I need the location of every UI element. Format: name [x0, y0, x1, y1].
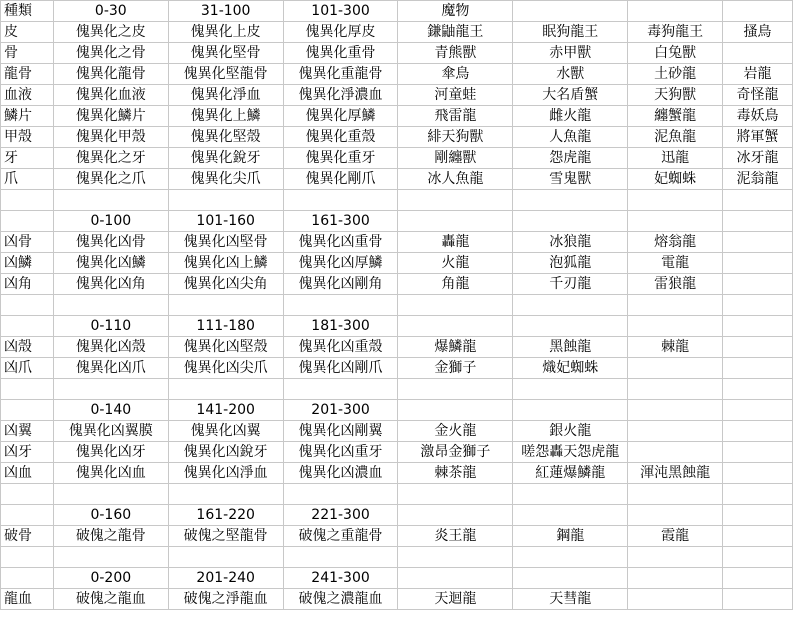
table-cell[interactable] — [168, 379, 283, 400]
table-cell[interactable] — [628, 442, 723, 463]
table-cell[interactable]: 傀異化上鱗 — [168, 106, 283, 127]
table-cell[interactable] — [168, 547, 283, 568]
table-row — [1, 526, 793, 547]
table-cell[interactable] — [628, 568, 723, 589]
table-row — [1, 589, 793, 610]
table-row — [1, 547, 793, 568]
row-header-cell[interactable] — [1, 190, 54, 211]
table-cell[interactable]: 111-180 — [168, 316, 283, 337]
table-cell[interactable] — [628, 484, 723, 505]
table-cell[interactable] — [398, 568, 513, 589]
row-header-cell[interactable] — [1, 295, 54, 316]
table-cell[interactable] — [628, 400, 723, 421]
table-row — [1, 106, 793, 127]
row-header-cell[interactable]: 凶爪 — [1, 358, 54, 379]
table-cell[interactable]: 岩龍 — [723, 64, 793, 85]
table-cell[interactable]: 傀異化重骨 — [283, 43, 398, 64]
table-row — [1, 169, 793, 190]
table-cell[interactable]: 傀異化凶重牙 — [283, 442, 398, 463]
table-cell[interactable]: 火龍 — [398, 253, 513, 274]
table-cell[interactable]: 傀異化重殼 — [283, 127, 398, 148]
table-cell[interactable]: 毒妖鳥 — [723, 106, 793, 127]
row-header-cell[interactable]: 爪 — [1, 169, 54, 190]
table-row — [1, 400, 793, 421]
table-row — [1, 274, 793, 295]
table-cell[interactable]: 泥翁龍 — [723, 169, 793, 190]
table-cell[interactable]: 0-140 — [53, 400, 168, 421]
table-cell[interactable] — [513, 316, 628, 337]
table-cell[interactable] — [628, 358, 723, 379]
table-cell[interactable]: 傀異化龍骨 — [53, 64, 168, 85]
table-cell[interactable]: 雷狼龍 — [628, 274, 723, 295]
table-cell[interactable]: 土砂龍 — [628, 64, 723, 85]
table-cell[interactable] — [283, 295, 398, 316]
table-cell[interactable] — [628, 1, 723, 22]
table-row — [1, 295, 793, 316]
table-cell[interactable] — [723, 358, 793, 379]
table-cell[interactable] — [398, 211, 513, 232]
table-cell[interactable]: 傀異化甲殼 — [53, 127, 168, 148]
table-cell[interactable]: 緋天狗獸 — [398, 127, 513, 148]
table-cell[interactable]: 傀異化剛爪 — [283, 169, 398, 190]
table-cell[interactable] — [628, 295, 723, 316]
table-row — [1, 1, 793, 22]
row-header-cell[interactable]: 龍血 — [1, 589, 54, 610]
table-cell[interactable]: 破傀之堅龍骨 — [168, 526, 283, 547]
row-header-cell[interactable]: 甲殼 — [1, 127, 54, 148]
table-row — [1, 148, 793, 169]
row-header-cell[interactable]: 皮 — [1, 22, 54, 43]
table-cell[interactable] — [283, 484, 398, 505]
table-cell[interactable]: 怨虎龍 — [513, 148, 628, 169]
table-cell[interactable]: 泡狐龍 — [513, 253, 628, 274]
table-row — [1, 568, 793, 589]
table-cell[interactable]: 傀異化凶堅殼 — [168, 337, 283, 358]
table-cell[interactable]: 雪鬼獸 — [513, 169, 628, 190]
table-row — [1, 337, 793, 358]
table-cell[interactable]: 電龍 — [628, 253, 723, 274]
table-cell[interactable]: 赤甲獸 — [513, 43, 628, 64]
table-cell[interactable]: 破傀之龍骨 — [53, 526, 168, 547]
table-cell[interactable] — [723, 547, 793, 568]
row-header-cell[interactable]: 鱗片 — [1, 106, 54, 127]
table-row — [1, 64, 793, 85]
table-cell[interactable]: 傀異化鱗片 — [53, 106, 168, 127]
table-cell[interactable]: 傀異化凶厚鱗 — [283, 253, 398, 274]
table-cell[interactable]: 毒狗龍王 — [628, 22, 723, 43]
row-header-cell[interactable]: 血液 — [1, 85, 54, 106]
table-cell[interactable]: 妃蜘蛛 — [628, 169, 723, 190]
table-cell[interactable]: 傀異化凶銳牙 — [168, 442, 283, 463]
table-row — [1, 421, 793, 442]
table-cell[interactable] — [513, 1, 628, 22]
table-cell[interactable]: 傀異化凶翼 — [168, 421, 283, 442]
table-cell[interactable] — [398, 190, 513, 211]
table-cell[interactable] — [723, 295, 793, 316]
table-cell[interactable] — [723, 568, 793, 589]
table-cell[interactable]: 傀異化凶剛爪 — [283, 358, 398, 379]
table-cell[interactable] — [168, 484, 283, 505]
table-cell[interactable]: 爆鱗龍 — [398, 337, 513, 358]
table-cell[interactable] — [283, 379, 398, 400]
row-header-cell[interactable]: 凶血 — [1, 463, 54, 484]
table-cell[interactable]: 白兔獸 — [628, 43, 723, 64]
table-cell[interactable]: 角龍 — [398, 274, 513, 295]
table-cell[interactable]: 渾沌黑蝕龍 — [628, 463, 723, 484]
table-cell[interactable] — [628, 316, 723, 337]
table-cell[interactable]: 傀異化厚皮 — [283, 22, 398, 43]
table-cell[interactable]: 101-300 — [283, 1, 398, 22]
table-cell[interactable] — [723, 379, 793, 400]
table-cell[interactable]: 241-300 — [283, 568, 398, 589]
table-cell[interactable]: 傀異化凶尖爪 — [168, 358, 283, 379]
table-cell[interactable]: 0-110 — [53, 316, 168, 337]
table-cell[interactable]: 熔翁龍 — [628, 232, 723, 253]
table-cell[interactable]: 傀異化凶角 — [53, 274, 168, 295]
table-cell[interactable] — [513, 547, 628, 568]
table-cell[interactable]: 青熊獸 — [398, 43, 513, 64]
table-cell[interactable] — [723, 505, 793, 526]
table-cell[interactable]: 傀異化凶殼 — [53, 337, 168, 358]
table-row — [1, 484, 793, 505]
table-cell[interactable]: 傀異化凶淨血 — [168, 463, 283, 484]
table-cell[interactable] — [398, 400, 513, 421]
table-cell[interactable]: 傀異化凶尖角 — [168, 274, 283, 295]
table-cell[interactable] — [723, 526, 793, 547]
table-row — [1, 463, 793, 484]
table-cell[interactable]: 傀異化之骨 — [53, 43, 168, 64]
table-cell[interactable]: 傀異化凶重殼 — [283, 337, 398, 358]
row-header-cell[interactable] — [1, 379, 54, 400]
table-cell[interactable]: 鋼龍 — [513, 526, 628, 547]
table-cell[interactable]: 傀異化凶牙 — [53, 442, 168, 463]
table-cell[interactable]: 傀異化之皮 — [53, 22, 168, 43]
table-cell[interactable]: 傀異化堅龍骨 — [168, 64, 283, 85]
table-cell[interactable] — [723, 400, 793, 421]
table-cell[interactable]: 161-300 — [283, 211, 398, 232]
table-cell[interactable]: 破傀之龍血 — [53, 589, 168, 610]
table-cell[interactable]: 101-160 — [168, 211, 283, 232]
table-cell[interactable]: 傀異化之牙 — [53, 148, 168, 169]
table-cell[interactable]: 霞龍 — [628, 526, 723, 547]
table-cell[interactable] — [513, 484, 628, 505]
table-cell[interactable]: 傀異化堅殼 — [168, 127, 283, 148]
table-row — [1, 85, 793, 106]
table-row — [1, 190, 793, 211]
table-cell[interactable]: 傀異化凶翼膜 — [53, 421, 168, 442]
table-cell[interactable]: 金火龍 — [398, 421, 513, 442]
table-cell[interactable] — [723, 190, 793, 211]
table-cell[interactable]: 破傀之淨龍血 — [168, 589, 283, 610]
table-cell[interactable]: 棘茶龍 — [398, 463, 513, 484]
table-cell[interactable] — [168, 295, 283, 316]
table-cell[interactable]: 傀異化淨血 — [168, 85, 283, 106]
table-cell[interactable]: 金獅子 — [398, 358, 513, 379]
table-cell[interactable]: 破傀之濃龍血 — [283, 589, 398, 610]
table-cell[interactable] — [513, 400, 628, 421]
table-cell[interactable] — [723, 211, 793, 232]
row-header-cell[interactable] — [1, 400, 54, 421]
table-cell[interactable] — [513, 295, 628, 316]
table-cell[interactable]: 201-300 — [283, 400, 398, 421]
table-cell[interactable] — [628, 547, 723, 568]
table-cell[interactable]: 傀異化凶血 — [53, 463, 168, 484]
table-cell[interactable] — [723, 1, 793, 22]
table-cell[interactable]: 千刃龍 — [513, 274, 628, 295]
table-cell[interactable] — [513, 568, 628, 589]
table-cell[interactable]: 激昂金獅子 — [398, 442, 513, 463]
table-cell[interactable] — [628, 505, 723, 526]
table-cell[interactable]: 傀異化凶重骨 — [283, 232, 398, 253]
table-cell[interactable]: 炎王龍 — [398, 526, 513, 547]
table-cell[interactable]: 纏蟹龍 — [628, 106, 723, 127]
table-cell[interactable] — [723, 589, 793, 610]
table-cell[interactable] — [628, 211, 723, 232]
row-header-cell[interactable]: 凶鱗 — [1, 253, 54, 274]
table-cell[interactable] — [53, 484, 168, 505]
table-row — [1, 442, 793, 463]
table-cell[interactable]: 魔物 — [398, 1, 513, 22]
table-cell[interactable] — [283, 547, 398, 568]
table-cell[interactable]: 0-30 — [53, 1, 168, 22]
table-cell[interactable]: 剛纏獸 — [398, 148, 513, 169]
table-cell[interactable] — [723, 43, 793, 64]
table-cell[interactable]: 傀異化凶剛角 — [283, 274, 398, 295]
table-cell[interactable] — [398, 295, 513, 316]
table-cell[interactable]: 天彗龍 — [513, 589, 628, 610]
table-cell[interactable]: 0-100 — [53, 211, 168, 232]
table-cell[interactable]: 傀異化凶堅骨 — [168, 232, 283, 253]
table-cell[interactable]: 傀異化凶鱗 — [53, 253, 168, 274]
table-cell[interactable]: 201-240 — [168, 568, 283, 589]
table-cell[interactable]: 轟龍 — [398, 232, 513, 253]
table-cell[interactable] — [628, 190, 723, 211]
table-cell[interactable]: 221-300 — [283, 505, 398, 526]
table-cell[interactable]: 傀異化之爪 — [53, 169, 168, 190]
table-cell[interactable]: 河童蛙 — [398, 85, 513, 106]
table-cell[interactable]: 傀異化淨濃血 — [283, 85, 398, 106]
table-cell[interactable] — [723, 442, 793, 463]
table-cell[interactable]: 熾妃蜘蛛 — [513, 358, 628, 379]
table-row — [1, 232, 793, 253]
row-header-cell[interactable]: 破骨 — [1, 526, 54, 547]
table-cell[interactable]: 冰人魚龍 — [398, 169, 513, 190]
row-header-cell[interactable]: 骨 — [1, 43, 54, 64]
row-header-cell[interactable]: 凶牙 — [1, 442, 54, 463]
table-row — [1, 505, 793, 526]
table-cell[interactable]: 銀火龍 — [513, 421, 628, 442]
table-cell[interactable]: 奇怪龍 — [723, 85, 793, 106]
table-cell[interactable] — [723, 337, 793, 358]
table-cell[interactable]: 搔鳥 — [723, 22, 793, 43]
table-row — [1, 22, 793, 43]
table-cell[interactable]: 冰牙龍 — [723, 148, 793, 169]
table-cell[interactable]: 紅蓮爆鱗龍 — [513, 463, 628, 484]
table-cell[interactable]: 冰狼龍 — [513, 232, 628, 253]
row-header-cell[interactable]: 凶翼 — [1, 421, 54, 442]
table-cell[interactable]: 141-200 — [168, 400, 283, 421]
table-cell[interactable] — [168, 190, 283, 211]
table-cell[interactable]: 傀異化凶爪 — [53, 358, 168, 379]
table-cell[interactable]: 31-100 — [168, 1, 283, 22]
table-cell[interactable] — [723, 274, 793, 295]
table-cell[interactable] — [398, 547, 513, 568]
table-cell[interactable]: 嗟怨轟天怨虎龍 — [513, 442, 628, 463]
table-row — [1, 253, 793, 274]
table-cell[interactable]: 161-220 — [168, 505, 283, 526]
table-cell[interactable] — [628, 379, 723, 400]
table-cell[interactable]: 天迴龍 — [398, 589, 513, 610]
row-header-cell[interactable] — [1, 547, 54, 568]
table-cell[interactable] — [53, 547, 168, 568]
row-header-cell[interactable] — [1, 568, 54, 589]
table-row — [1, 43, 793, 64]
table-cell[interactable] — [628, 589, 723, 610]
table-row — [1, 127, 793, 148]
table-cell[interactable]: 傀異化銳牙 — [168, 148, 283, 169]
table-cell[interactable]: 181-300 — [283, 316, 398, 337]
table-cell[interactable] — [723, 253, 793, 274]
row-header-cell[interactable]: 龍骨 — [1, 64, 54, 85]
table-row — [1, 379, 793, 400]
row-header-cell[interactable]: 牙 — [1, 148, 54, 169]
table-cell[interactable]: 傀異化上皮 — [168, 22, 283, 43]
table-cell[interactable]: 水獸 — [513, 64, 628, 85]
table-cell[interactable]: 雌火龍 — [513, 106, 628, 127]
table-cell[interactable] — [53, 379, 168, 400]
table-cell[interactable] — [513, 379, 628, 400]
table-cell[interactable]: 飛雷龍 — [398, 106, 513, 127]
table-cell[interactable] — [283, 190, 398, 211]
table-cell[interactable]: 傀異化血液 — [53, 85, 168, 106]
table-cell[interactable] — [398, 379, 513, 400]
table-cell[interactable] — [723, 484, 793, 505]
table-cell[interactable]: 傀異化凶骨 — [53, 232, 168, 253]
table-cell[interactable] — [398, 316, 513, 337]
row-header-cell[interactable] — [1, 505, 54, 526]
table-cell[interactable]: 黑蝕龍 — [513, 337, 628, 358]
table-cell[interactable]: 0-160 — [53, 505, 168, 526]
table-cell[interactable]: 大名盾蟹 — [513, 85, 628, 106]
table-cell[interactable]: 棘龍 — [628, 337, 723, 358]
table-cell[interactable]: 傀異化凶濃血 — [283, 463, 398, 484]
row-header-cell[interactable]: 種類 — [1, 1, 54, 22]
table-cell[interactable] — [398, 484, 513, 505]
table-cell[interactable]: 泥魚龍 — [628, 127, 723, 148]
table-cell[interactable]: 傀異化重龍骨 — [283, 64, 398, 85]
row-header-cell[interactable]: 凶骨 — [1, 232, 54, 253]
table-cell[interactable]: 傀異化堅骨 — [168, 43, 283, 64]
table-cell[interactable]: 破傀之重龍骨 — [283, 526, 398, 547]
table-cell[interactable]: 眠狗龍王 — [513, 22, 628, 43]
table-row — [1, 316, 793, 337]
table-cell[interactable]: 人魚龍 — [513, 127, 628, 148]
table-cell[interactable] — [513, 505, 628, 526]
table-cell[interactable] — [723, 421, 793, 442]
table-cell[interactable] — [53, 295, 168, 316]
table-cell[interactable] — [513, 211, 628, 232]
row-header-cell[interactable] — [1, 316, 54, 337]
table-cell[interactable]: 0-200 — [53, 568, 168, 589]
table-cell[interactable]: 傀異化凶剛翼 — [283, 421, 398, 442]
table-cell[interactable]: 鎌鼬龍王 — [398, 22, 513, 43]
table-cell[interactable] — [513, 190, 628, 211]
table-cell[interactable]: 迅龍 — [628, 148, 723, 169]
table-cell[interactable]: 傀異化凶上鱗 — [168, 253, 283, 274]
table-cell[interactable]: 將軍蟹 — [723, 127, 793, 148]
table-cell[interactable] — [628, 421, 723, 442]
table-cell[interactable]: 天狗獸 — [628, 85, 723, 106]
row-header-cell[interactable]: 凶殼 — [1, 337, 54, 358]
table-row — [1, 358, 793, 379]
table-cell[interactable]: 傀異化尖爪 — [168, 169, 283, 190]
row-header-cell[interactable]: 凶角 — [1, 274, 54, 295]
table-cell[interactable]: 傘鳥 — [398, 64, 513, 85]
row-header-cell[interactable] — [1, 211, 54, 232]
table-cell[interactable] — [723, 463, 793, 484]
table-cell[interactable] — [398, 505, 513, 526]
table-cell[interactable] — [723, 316, 793, 337]
table-cell[interactable]: 傀異化厚鱗 — [283, 106, 398, 127]
row-header-cell[interactable] — [1, 484, 54, 505]
table-cell[interactable]: 傀異化重牙 — [283, 148, 398, 169]
table-row — [1, 211, 793, 232]
table-cell[interactable] — [723, 232, 793, 253]
table-cell[interactable] — [53, 190, 168, 211]
